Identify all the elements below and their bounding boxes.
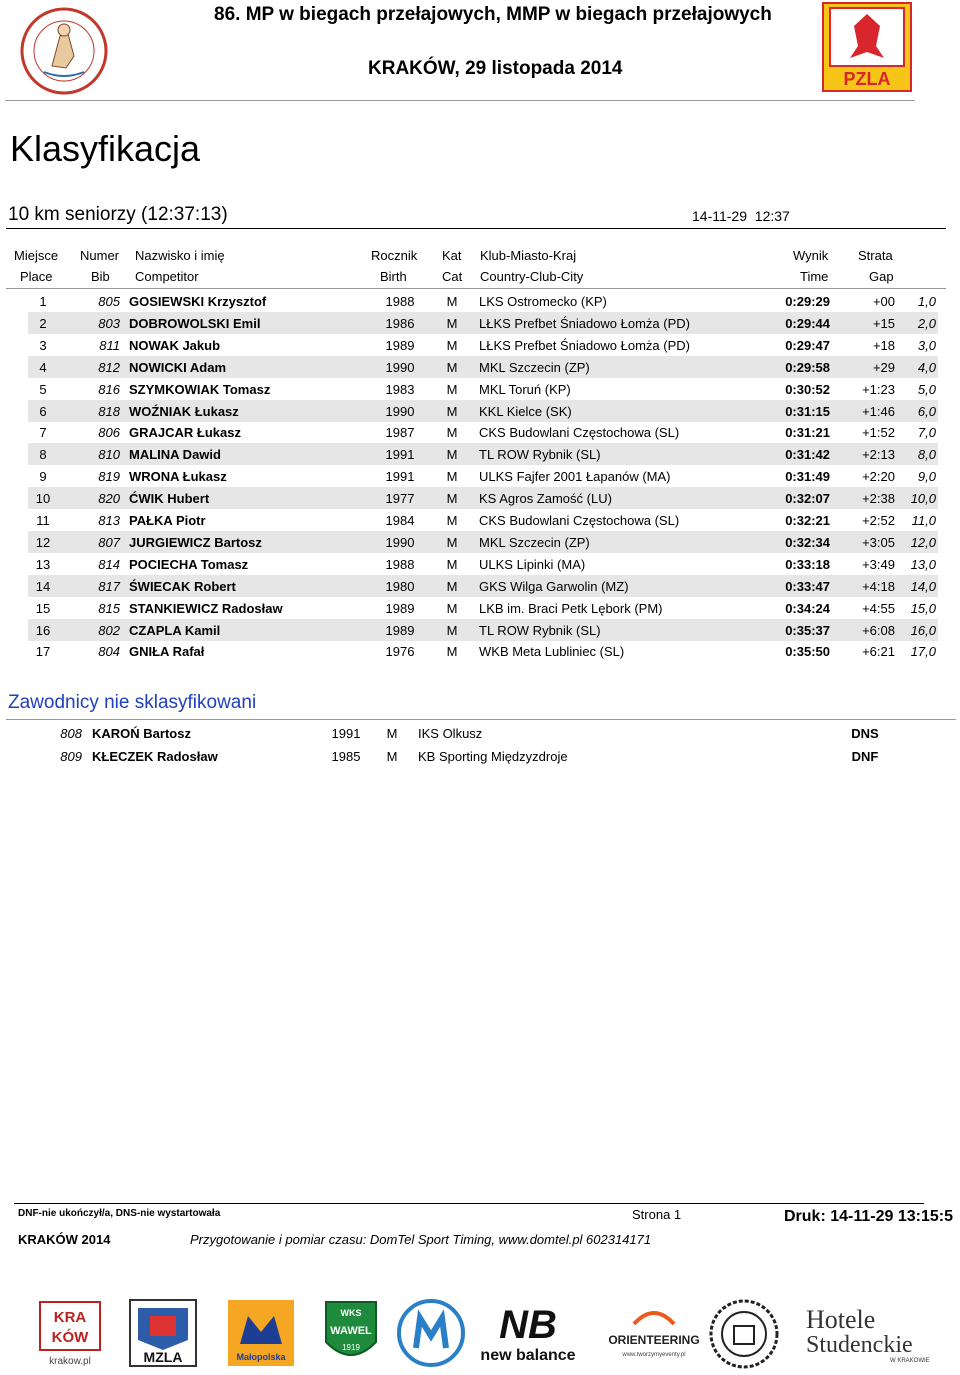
krakow-logo	[36, 1298, 106, 1368]
row-points: 8,0	[917, 447, 936, 463]
malopolska-circle-logo	[396, 1298, 466, 1368]
mzla-logo-text: MZLA	[143, 1349, 183, 1365]
table-row	[28, 487, 938, 509]
row-birth: 1987	[385, 425, 415, 441]
new-balance-logo	[472, 1298, 584, 1368]
table-row	[28, 312, 938, 334]
orienteering-logo	[604, 1298, 704, 1368]
row-bib: 803	[98, 315, 120, 331]
orienteering-url: www.tworzymyeventy.pl	[622, 1352, 686, 1358]
row-place: 5	[39, 381, 47, 397]
table-row	[28, 640, 938, 662]
row-club: KKL Kielce (SK)	[479, 403, 572, 419]
row-birth: 1984	[385, 513, 415, 528]
row-bib: 810	[98, 447, 120, 463]
row-bib: 817	[98, 578, 120, 594]
row-points: 3,0	[917, 337, 936, 353]
table-row	[28, 465, 938, 487]
race-date: 14-11-29	[692, 208, 748, 224]
row-time: 0:34:24	[785, 600, 830, 616]
row-bib: 812	[98, 359, 120, 375]
row-gap: +2:13	[862, 447, 895, 463]
row-cat: M	[386, 749, 398, 764]
row-name: GNIŁA Rafał	[129, 644, 205, 660]
row-cat: M	[446, 315, 458, 331]
row-cat: M	[446, 403, 458, 419]
row-gap: +1:23	[862, 381, 895, 397]
championship-seal-logo	[14, 6, 114, 96]
col-header-gap: Strata	[858, 248, 893, 263]
row-birth: 1980	[385, 578, 415, 594]
row-place: 12	[35, 534, 51, 550]
row-points: 15,0	[910, 600, 936, 616]
row-cat: M	[446, 534, 458, 550]
row-bib: 807	[98, 534, 120, 550]
col-header-cat: Kat	[442, 248, 462, 263]
col-header-name: Nazwisko i imię	[135, 248, 225, 263]
row-name: JURGIEWICZ Bartosz	[129, 534, 262, 550]
row-cat: M	[446, 556, 458, 572]
row-bib: 815	[98, 600, 120, 616]
row-club: MKL Szczecin (ZP)	[479, 359, 590, 375]
row-name: KŁECZEK Radosław	[92, 749, 218, 764]
row-time: 0:29:44	[785, 315, 830, 331]
row-gap: +1:52	[862, 425, 895, 441]
row-points: 13,0	[910, 556, 936, 572]
row-place: 3	[39, 337, 47, 353]
row-name: MALINA Dawid	[129, 447, 221, 463]
row-cat: M	[446, 381, 458, 397]
hotele-text-top: Hotele	[806, 1305, 876, 1334]
row-time: 0:29:47	[785, 337, 830, 353]
row-points: 11,0	[911, 513, 936, 528]
row-club: TL ROW Rybnik (SL)	[479, 622, 601, 638]
page-title: Klasyfikacja	[10, 128, 201, 169]
table-row	[28, 290, 938, 312]
row-cat: M	[446, 294, 458, 309]
table-row	[28, 509, 938, 531]
row-bib: 804	[98, 644, 120, 660]
table-row	[28, 575, 938, 597]
unclassified-row	[40, 722, 940, 744]
row-birth: 1991	[385, 469, 415, 485]
row-place: 9	[39, 469, 47, 485]
row-points: 4,0	[917, 359, 936, 375]
row-cat: M	[446, 513, 458, 528]
row-club: ULKS Fajfer 2001 Łapanów (MA)	[479, 469, 671, 485]
table-row	[28, 597, 938, 619]
row-cat: M	[386, 726, 398, 741]
row-birth: 1991	[331, 726, 361, 741]
row-name: KAROŃ Bartosz	[92, 726, 191, 741]
row-gap: +4:55	[862, 600, 895, 616]
hotele-text-bottom: Studenckie	[806, 1332, 913, 1358]
row-gap: +4:18	[862, 578, 895, 594]
row-bib: 814	[98, 556, 120, 572]
race-name: 10 km seniorzy (12:37:13)	[8, 204, 228, 225]
row-club: LKS Ostromecko (KP)	[479, 294, 607, 309]
row-bib: 811	[99, 337, 120, 353]
footer-divider	[14, 1203, 924, 1204]
footer-city: KRAKÓW 2014	[18, 1232, 111, 1247]
row-name: ŚWIECAK Robert	[129, 578, 236, 594]
row-time: 0:31:21	[785, 425, 830, 441]
table-row	[28, 531, 938, 553]
event-location-date: KRAKÓW, 29 listopada 2014	[368, 58, 623, 79]
row-bib: 808	[60, 726, 82, 741]
table-header-divider	[6, 288, 946, 289]
row-status: DNS	[851, 726, 879, 741]
row-cat: M	[446, 359, 458, 375]
row-points: 16,0	[910, 622, 936, 638]
wks-logo-year: 1919	[342, 1343, 360, 1352]
race-divider	[6, 228, 946, 229]
row-place: 17	[35, 644, 51, 660]
row-time: 0:29:29	[785, 294, 830, 309]
row-cat: M	[446, 491, 458, 507]
row-birth: 1988	[385, 556, 415, 572]
row-place: 7	[39, 425, 47, 441]
row-cat: M	[446, 578, 458, 594]
row-gap: +18	[872, 337, 895, 353]
row-birth: 1989	[385, 600, 415, 616]
row-club: LŁKS Prefbet Śniadowo Łomża (PD)	[479, 337, 690, 353]
row-name: STANKIEWICZ Radosław	[129, 600, 283, 616]
uj-seal-logo	[708, 1298, 780, 1370]
wks-wawel-logo	[322, 1298, 380, 1370]
row-bib: 805	[98, 294, 120, 309]
row-name: ĆWIK Hubert	[129, 491, 210, 507]
row-birth: 1991	[385, 447, 415, 463]
row-birth: 1986	[385, 315, 415, 331]
row-club: WKB Meta Lubliniec (SL)	[479, 644, 625, 660]
pzla-logo-text: PZLA	[843, 69, 891, 89]
row-cat: M	[446, 469, 458, 485]
row-cat: M	[446, 447, 458, 463]
row-club: MKL Szczecin (ZP)	[479, 534, 590, 550]
table-row	[28, 619, 938, 641]
row-bib: 809	[60, 749, 82, 764]
row-name: NOWAK Jakub	[129, 337, 221, 353]
page-number: Strona 1	[632, 1207, 682, 1222]
row-place: 2	[39, 315, 47, 331]
row-club: LKB im. Braci Petk Lębork (PM)	[479, 600, 663, 616]
table-row	[28, 356, 938, 378]
row-birth: 1990	[385, 403, 415, 419]
row-gap: +1:46	[862, 403, 895, 419]
table-row	[28, 400, 938, 422]
row-club: KS Agros Zamość (LU)	[479, 491, 612, 507]
row-time: 0:29:58	[785, 359, 830, 375]
row-place: 11	[36, 513, 50, 528]
table-row	[28, 378, 938, 400]
col-header-place-en: Place	[20, 269, 53, 284]
row-gap: +29	[872, 359, 895, 375]
row-bib: 802	[98, 622, 120, 638]
row-place: 14	[35, 578, 51, 594]
row-gap: +2:52	[862, 513, 895, 528]
row-name: POCIECHA Tomasz	[129, 556, 249, 572]
row-club: CKS Budowlani Częstochowa (SL)	[479, 425, 680, 441]
row-bib: 819	[98, 469, 120, 485]
table-row	[28, 443, 938, 465]
row-points: 5,0	[917, 381, 936, 397]
row-club: MKL Toruń (KP)	[479, 381, 571, 397]
row-points: 12,0	[910, 534, 936, 550]
row-club: TL ROW Rybnik (SL)	[479, 447, 601, 463]
new-balance-mark: NB	[499, 1303, 557, 1347]
row-bib: 820	[98, 491, 120, 507]
row-gap: +6:08	[862, 622, 895, 638]
row-birth: 1985	[331, 749, 361, 764]
row-time: 0:31:42	[785, 447, 830, 463]
row-cat: M	[446, 425, 458, 441]
col-header-time-en: Time	[800, 269, 829, 284]
row-name: NOWICKI Adam	[129, 359, 227, 375]
row-name: GOSIEWSKI Krzysztof	[129, 294, 267, 309]
krakow-logo-text-mid: KÓW	[51, 1329, 89, 1346]
row-points: 7,0	[917, 425, 936, 441]
table-row	[28, 553, 938, 575]
row-cat: M	[446, 600, 458, 616]
wks-logo-text: WAWEL	[330, 1325, 372, 1337]
row-gap: +6:21	[862, 644, 895, 660]
row-gap: +2:20	[862, 469, 895, 485]
wks-logo-text-top: WKS	[340, 1308, 362, 1318]
row-club: KB Sporting Międzyzdroje	[418, 749, 568, 764]
unclassified-row	[40, 745, 940, 767]
unclassified-section-title: Zawodnicy nie sklasyfikowani	[8, 692, 257, 713]
row-time: 0:31:15	[785, 403, 830, 419]
row-gap: +3:49	[862, 556, 895, 572]
row-points: 9,0	[917, 469, 936, 485]
row-birth: 1983	[385, 381, 415, 397]
race-time: 12:37	[754, 208, 790, 224]
row-birth: 1990	[385, 359, 415, 375]
row-bib: 818	[98, 403, 120, 419]
row-name: GRAJCAR Łukasz	[129, 425, 241, 441]
row-place: 8	[39, 447, 47, 463]
row-status: DNF	[851, 749, 879, 764]
row-time: 0:32:07	[785, 491, 830, 507]
row-time: 0:32:21	[785, 513, 830, 528]
row-gap: +3:05	[862, 534, 895, 550]
row-birth: 1990	[385, 534, 415, 550]
table-row	[28, 334, 938, 356]
row-club: GKS Wilga Garwolin (MZ)	[479, 578, 629, 594]
row-time: 0:32:34	[785, 534, 830, 550]
pzla-logo	[822, 2, 912, 92]
col-header-bib: Numer	[80, 248, 120, 263]
malopolska-logo	[226, 1298, 296, 1368]
row-time: 0:35:37	[785, 622, 830, 638]
krakow-logo-url: krakow.pl	[49, 1356, 91, 1367]
timing-credit: Przygotowanie i pomiar czasu: DomTel Sport Timing, www.domtel.pl 602314171	[190, 1232, 652, 1247]
row-name: DOBROWOLSKI Emil	[129, 315, 261, 331]
row-points: 6,0	[917, 403, 936, 419]
row-bib: 813	[98, 513, 120, 528]
row-place: 15	[35, 600, 51, 616]
row-points: 10,0	[910, 491, 936, 507]
row-place: 4	[39, 359, 47, 375]
row-cat: M	[446, 644, 458, 660]
new-balance-text: new balance	[480, 1347, 576, 1364]
row-place: 6	[39, 403, 47, 419]
table-row	[28, 421, 938, 443]
event-title: 86. MP w biegach przełajowych, MMP w biegach przełajowych	[214, 4, 772, 25]
col-header-club-en: Country-Club-City	[480, 269, 584, 284]
col-header-gap-en: Gap	[869, 269, 894, 284]
row-time: 0:31:49	[785, 469, 830, 485]
row-place: 1	[39, 294, 47, 309]
row-cat: M	[446, 622, 458, 638]
row-time: 0:33:18	[785, 556, 830, 572]
row-points: 2,0	[917, 315, 936, 331]
mzla-logo	[128, 1298, 198, 1368]
row-name: PAŁKA Piotr	[129, 513, 206, 528]
row-birth: 1989	[385, 622, 415, 638]
footer-legend: DNF-nie ukończył/a, DNS-nie wystartowała	[18, 1208, 221, 1219]
row-name: SZYMKOWIAK Tomasz	[129, 381, 271, 397]
print-timestamp: Druk: 14-11-29 13:15:5	[784, 1208, 953, 1225]
col-header-cat-en: Cat	[442, 269, 463, 284]
row-birth: 1976	[385, 644, 415, 660]
row-time: 0:30:52	[785, 381, 830, 397]
row-bib: 816	[98, 381, 120, 397]
row-points: 17,0	[910, 644, 936, 660]
row-place: 10	[35, 491, 51, 507]
row-gap: +2:38	[862, 491, 895, 507]
row-club: CKS Budowlani Częstochowa (SL)	[479, 513, 680, 528]
hotele-sub-text: W KRAKOWIE	[890, 1358, 930, 1364]
row-time: 0:35:50	[785, 644, 830, 660]
row-name: CZAPLA Kamil	[129, 622, 221, 638]
row-club: IKS Olkusz	[418, 726, 483, 741]
krakow-logo-text-top: KRA	[53, 1309, 87, 1326]
row-club: ULKS Lipinki (MA)	[479, 556, 586, 572]
header-divider	[5, 100, 915, 101]
unclassified-divider	[6, 719, 956, 720]
row-place: 16	[35, 622, 51, 638]
row-cat: M	[446, 337, 458, 353]
row-time: 0:33:47	[785, 578, 830, 594]
malopolska-logo-text: Małopolska	[236, 1352, 286, 1362]
col-header-birth-en: Birth	[380, 269, 407, 284]
row-points: 1,0	[917, 294, 936, 309]
col-header-name-en: Competitor	[135, 269, 199, 284]
col-header-place: Miejsce	[14, 248, 59, 263]
row-gap: +00	[872, 294, 895, 309]
row-birth: 1989	[385, 337, 415, 353]
row-gap: +15	[872, 315, 895, 331]
row-club: LŁKS Prefbet Śniadowo Łomża (PD)	[479, 315, 690, 331]
orienteering-text: ORIENTEERING	[608, 1333, 700, 1347]
row-place: 13	[35, 556, 51, 572]
row-birth: 1977	[385, 491, 415, 507]
hotele-studenckie-logo	[800, 1298, 934, 1364]
row-name: WOŹNIAK Łukasz	[129, 403, 239, 419]
row-bib: 806	[98, 425, 120, 441]
col-header-birth: Rocznik	[371, 248, 418, 263]
row-birth: 1988	[385, 294, 415, 309]
col-header-club: Klub-Miasto-Kraj	[480, 248, 577, 263]
row-name: WRONA Łukasz	[129, 469, 227, 485]
col-header-bib-en: Bib	[91, 269, 110, 284]
row-points: 14,0	[910, 578, 936, 594]
col-header-time: Wynik	[793, 248, 829, 263]
race-datetime	[692, 208, 790, 224]
